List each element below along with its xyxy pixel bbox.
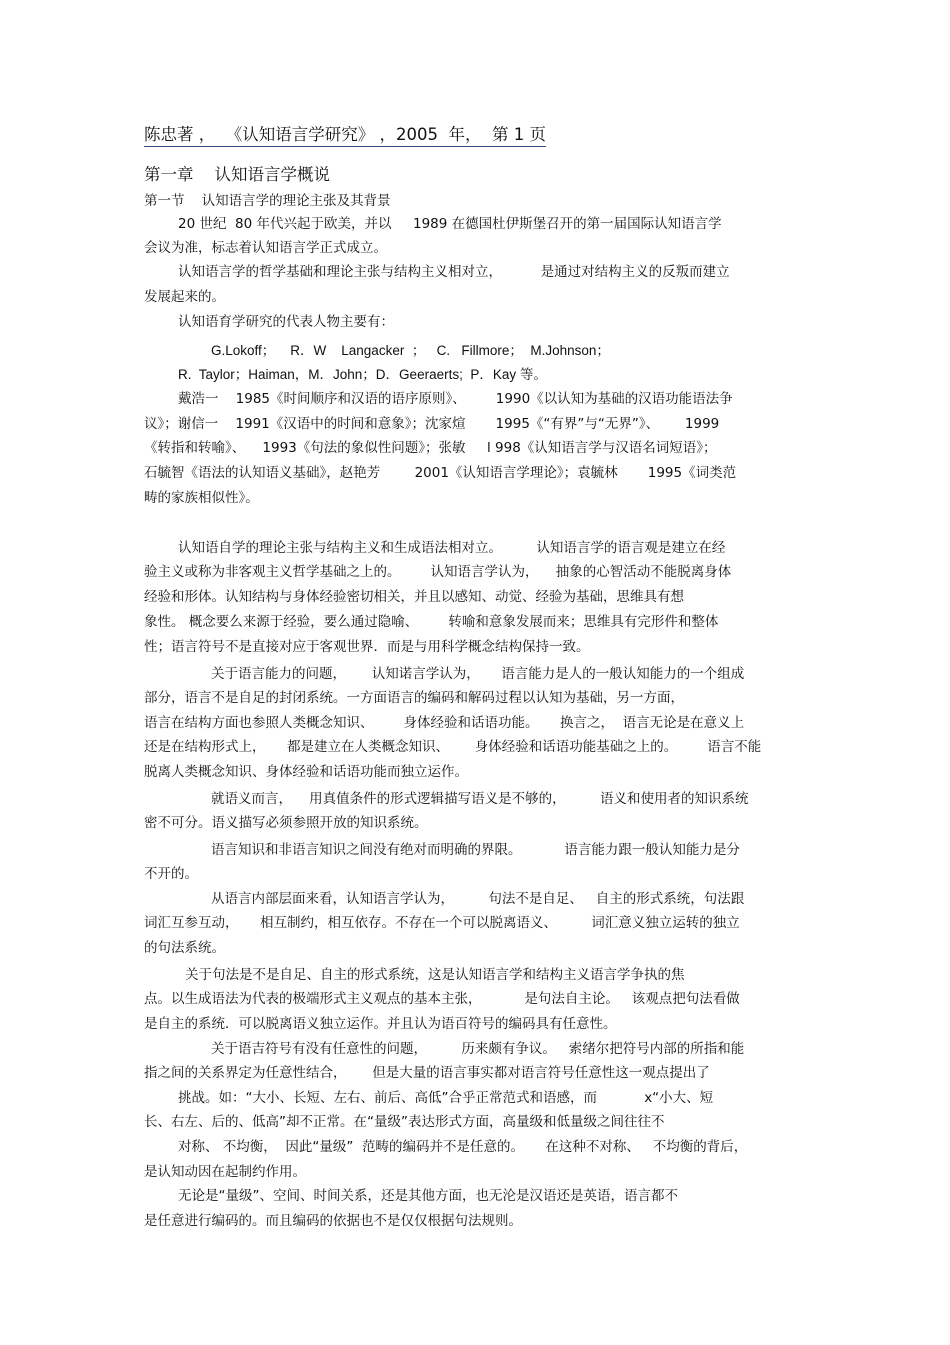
text-line: 议》；谢信一 1991《汉语中的时间和意象》；沈家煊 1995《“有界”与“无界”》、 1999 bbox=[144, 416, 720, 432]
text-line: 关于句法是不是自足、自主的形式系统，这是认知语言学和结构主义语言学争执的焦 bbox=[185, 967, 685, 983]
text-line: 是认知动因在起制约作用。 bbox=[144, 1164, 306, 1180]
text-line: 20 世纪 80 年代兴起于欧美，并以 1989 在德国杜伊斯堡召开的第一届国际认知语言学 bbox=[178, 216, 722, 232]
chapter-heading: 第一章 认知语言学概说 bbox=[144, 165, 330, 184]
text-line: 无论是“量级”、空间、时间关系，还是其他方面，也无沦是汉语还是英语，语言都不 bbox=[178, 1188, 678, 1204]
text-line: 脱离人类概念知识、身体经验和话语功能而独立运作。 bbox=[144, 764, 468, 780]
text-line: G.Lokoff； R．W Langacker ； C. Fillmore； M.Johnson； bbox=[211, 343, 610, 358]
text-line: 戴浩一 1985《时间顺序和汉语的语序原则》、 1990《以认知为基础的汉语功能语法争 bbox=[178, 391, 733, 407]
text-line: 关于语言能力的问题， 认知诺言学认为， 语言能力是人的一般认知能力的一个组成 bbox=[211, 666, 745, 682]
text-line: 发展起来的。 bbox=[144, 289, 225, 305]
text-line: 就语义而言， 用真值条件的形式逻辑描写语义是不够的， 语义和使用者的知识系统 bbox=[211, 791, 749, 807]
text-line: 词汇互参互动， 相互制约，相互依存。不存在一个可以脱离语义、 词汇意义独立运转的独立 bbox=[144, 915, 740, 931]
text-line: 指之间的关系界定为任意性结合， 但是大量的语言事实都对语言符号任意性这一观点提出了 bbox=[144, 1065, 710, 1081]
text-line: 密不可分。语义描写必须参照开放的知识系统。 bbox=[144, 815, 428, 831]
text-line: 不开的。 bbox=[144, 866, 198, 882]
text-line: 挑战。如：“大小、长短、左右、前后、高低”合乎正常范式和语感，而 x“小大、短 bbox=[178, 1090, 714, 1106]
text-line: 《转指和转喻》、 1993《句法的象似性问题》；张敏 l 998《认知语言学与汉语名词短语》； bbox=[144, 440, 717, 456]
text-line: 认知语自学的理论主张与结构主义和生成语法相对立。 认知语言学的语言观是建立在经 bbox=[178, 540, 726, 556]
text-line: 石毓智《语法的认知语义基础》，赵艳芳 2001《认知语言学理论》；袁毓林 1995《词类范 bbox=[144, 465, 737, 481]
text-line: 关于语吉符号有没有任意性的问题， 历来颇有争议。 索绪尔把符号内部的所指和能 bbox=[211, 1041, 745, 1057]
text-line: 畴的家族相似性》。 bbox=[144, 490, 259, 506]
text-line: 语言在结构方面也参照人类概念知识、 身体经验和话语功能。 换言之， 语言无论是在意义上 bbox=[144, 715, 745, 731]
text-line: 语言知识和非语言知识之间没有绝对而明确的界限。 语言能力跟一般认知能力是分 bbox=[211, 842, 740, 858]
citation-title[interactable]: 陈忠著 ， 《认知语言学研究》 ，2005 年， 第 1 页 bbox=[144, 121, 546, 147]
text-line: 长、右左、后的、低高”却不正常。在“量级”表达形式方面，高量级和低量级之间往往不 bbox=[144, 1114, 665, 1130]
text-line: 还是在结构形式上， 都是建立在人类概念知识、 身体经验和话语功能基础之上的。 语言不能 bbox=[144, 739, 762, 755]
text-line: 对称、 不均衡， 因此“量级” 范畴的编码并不是任意的。 在这种不对称、 不均衡的背后， bbox=[178, 1139, 748, 1155]
text-line: 是自主的系统．可以脱离语义独立运作。并且认为语百符号的编码具有任意性。 bbox=[144, 1016, 617, 1032]
text-line: 的句法系统。 bbox=[144, 940, 225, 956]
text-line: 会议为准，标志着认知语言学正式成立。 bbox=[144, 240, 387, 256]
section-heading: 第一节 认知语言学的理论主张及其背景 bbox=[144, 193, 391, 209]
text-line: R. Taylor；Haiman，M．John；D．Geeraerts; P．Kay 等。 bbox=[178, 367, 547, 382]
text-line: 象性。 概念要么来源于经验，要么通过隐喻、 转喻和意象发展而来；思维具有完形件和整体 bbox=[144, 614, 719, 630]
text-line: 部分，语言不是自足的封闭系统。一方面语言的编码和解码过程以认知为基础，另一方面， bbox=[144, 690, 684, 706]
text-line: 从语言内部层面来看，认知语言学认为， 句法不是自足、 自主的形式系统，句法跟 bbox=[211, 891, 745, 907]
text-line: 是任意进行编码的。而且编码的依据也不是仅仅根据句法规则。 bbox=[144, 1213, 522, 1229]
text-line: 性；语言符号不是直接对应于客观世界．而是与用科学概念结构保持一致。 bbox=[144, 639, 590, 655]
text-line: 验主义或称为非客观主义哲学基础之上的。 认知语言学认为， 抽象的心智活动不能脱离身体 bbox=[144, 564, 732, 580]
text-line: 经验和形体。认知结构与身体经验密切相关，并且以感知、动觉、经验为基础，思维具有想 bbox=[144, 589, 684, 605]
text-line: 认知语言学的哲学基础和理论主张与结构主义相对立， 是通过对结构主义的反叛而建立 bbox=[178, 264, 730, 280]
text-line: 点。以生成语法为代表的极端形式主义观点的基本主张， 是句法自主论。 该观点把句法看做 bbox=[144, 991, 740, 1007]
text-line: 认知语育学研究的代表人物主要有： bbox=[178, 314, 394, 330]
